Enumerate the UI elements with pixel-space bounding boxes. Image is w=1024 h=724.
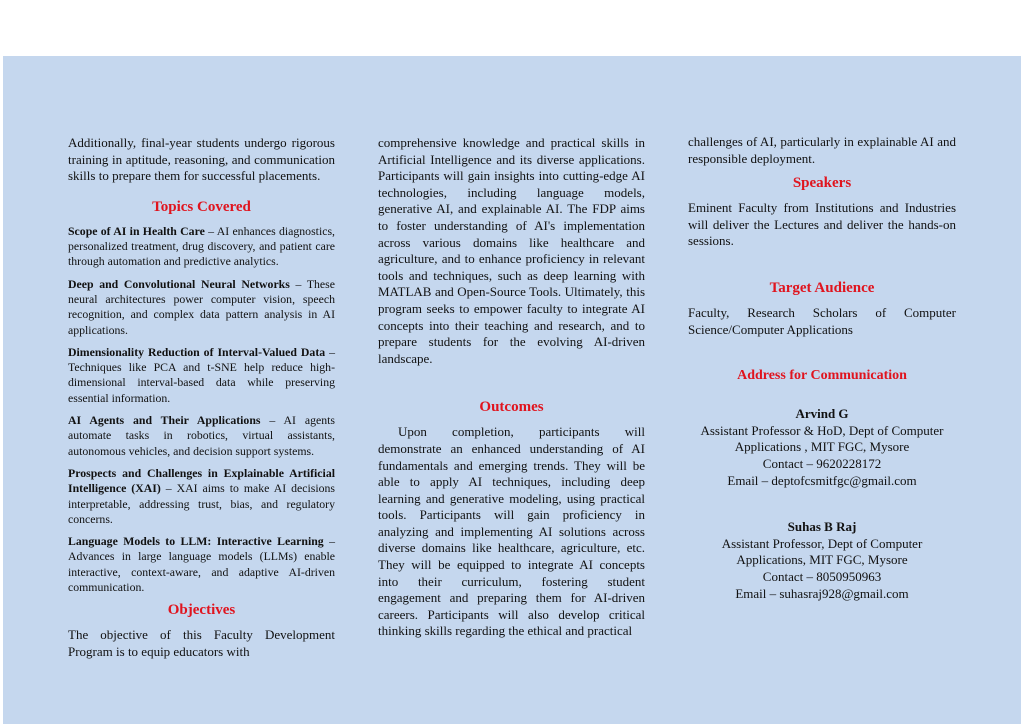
column-right xyxy=(688,134,956,602)
contact-phone: Contact – 9620228172 xyxy=(762,455,882,471)
topic-item xyxy=(68,466,335,527)
target-audience-heading: Target Audience xyxy=(769,279,875,296)
brochure-page xyxy=(3,56,1021,724)
outcomes-paragraph: Upon completion, participants will demonstrate an enhanced understanding of AI fundamentals and emerging trends. They will be able to apply AI techniques, including deep learning and generative modeling, using practical tools. Participants will gain proficiency in analyzing and implementing AI solutions across diverse domains like healthcare, agriculture, etc. They will be equipped to integrate AI concepts into their curriculum, fostering student engagement and preparing them for AI-driven careers. Participants will also develop critical thinking skills regarding the ethical and practical xyxy=(378,424,645,639)
objectives-heading: Objectives xyxy=(167,602,236,619)
topic-text: – Techniques like PCA and t-SNE help reduce high-dimensional interval-based data while preserving essential information. xyxy=(68,344,335,405)
column-middle xyxy=(378,135,645,640)
topic-item xyxy=(68,413,335,459)
speakers-paragraph: Eminent Faculty from Institutions and Industries will deliver the Lectures and deliver the hands-on sessions. xyxy=(688,200,956,249)
objectives-paragraph-cont: comprehensive knowledge and practical skills in Artificial Intelligence and its diverse applications. Participants will gain insights into cutting-edge AI technologies, including language models, generative AI, and explainable AI. The FDP aims to foster understanding of AI's implementation across various domains like healthcare and agriculture, and to enhance proficiency in relevant tools and techniques, such as deep learning with MATLAB and Open-Source Tools. Ultimately, this program seeks to empower faculty to integrate AI concepts into their teaching and research, and to prepare students for the evolving AI-driven landscape. xyxy=(378,135,645,366)
contact-card xyxy=(688,519,956,602)
topic-text: – Advances in large language models (LLMs) enable interactive, context-aware, and adaptive AI-driven communication. xyxy=(68,534,335,595)
topic-text: – AI agents automate tasks in robotics, virtual assistants, autonomous vehicles, and decision support systems. xyxy=(68,413,335,458)
topic-title: Language Models to LLM: Interactive Learning xyxy=(68,534,324,549)
contact-name: Suhas B Raj xyxy=(787,519,857,535)
contact-name: Arvind G xyxy=(795,406,849,422)
column-left xyxy=(68,135,335,661)
topic-item xyxy=(68,277,335,338)
objectives-paragraph-start: The objective of this Faculty Development Program is to equip educators with xyxy=(68,627,335,659)
topic-item xyxy=(68,534,335,595)
outcomes-paragraph-cont: challenges of AI, particularly in explainable AI and responsible deployment. xyxy=(688,134,956,166)
contact-role: Assistant Professor & HoD, Dept of Computer Applications , MIT FGC, Mysore xyxy=(700,422,944,455)
contact-email: Email – deptofcsmitfgc@gmail.com xyxy=(727,472,917,488)
topic-title: Dimensionality Reduction of Interval-Valued Data xyxy=(68,344,326,359)
target-audience-paragraph: Faculty, Research Scholars of Computer Science/Computer Applications xyxy=(688,304,956,337)
intro-paragraph: Additionally, final-year students undergo rigorous training in aptitude, reasoning, and communication skills to prepare them for successful placements. xyxy=(68,135,335,184)
contact-phone: Contact – 8050950963 xyxy=(762,568,882,584)
contact-card xyxy=(688,406,956,489)
topics-heading: Topics Covered xyxy=(152,198,251,215)
topic-title: Scope of AI in Health Care xyxy=(68,223,205,238)
address-heading: Address for Communication xyxy=(737,368,907,384)
outcomes-heading: Outcomes xyxy=(479,399,544,416)
topic-title: Prospects and Challenges in Explainable Artificial Intelligence (XAI) xyxy=(68,465,335,496)
topic-item xyxy=(68,345,335,406)
topic-title: AI Agents and Their Applications xyxy=(68,413,261,428)
topic-text: – These neural architectures power computer vision, speech recognition, and complex data pattern analysis in AI applications. xyxy=(68,276,335,337)
contact-role: Assistant Professor, Dept of Computer Applications, MIT FGC, Mysore xyxy=(721,535,923,568)
contact-email: Email – suhasraj928@gmail.com xyxy=(735,585,909,601)
topic-text: – XAI aims to make AI decisions interpretable, addressing trust, bias, and regulatory concerns. xyxy=(68,481,335,526)
speakers-heading: Speakers xyxy=(792,175,852,192)
topic-title: Deep and Convolutional Neural Networks xyxy=(68,276,290,291)
topic-text: – AI enhances diagnostics, personalized treatment, drug discovery, and patient care through automation and predictive analytics. xyxy=(68,223,335,269)
topic-item xyxy=(68,224,335,270)
